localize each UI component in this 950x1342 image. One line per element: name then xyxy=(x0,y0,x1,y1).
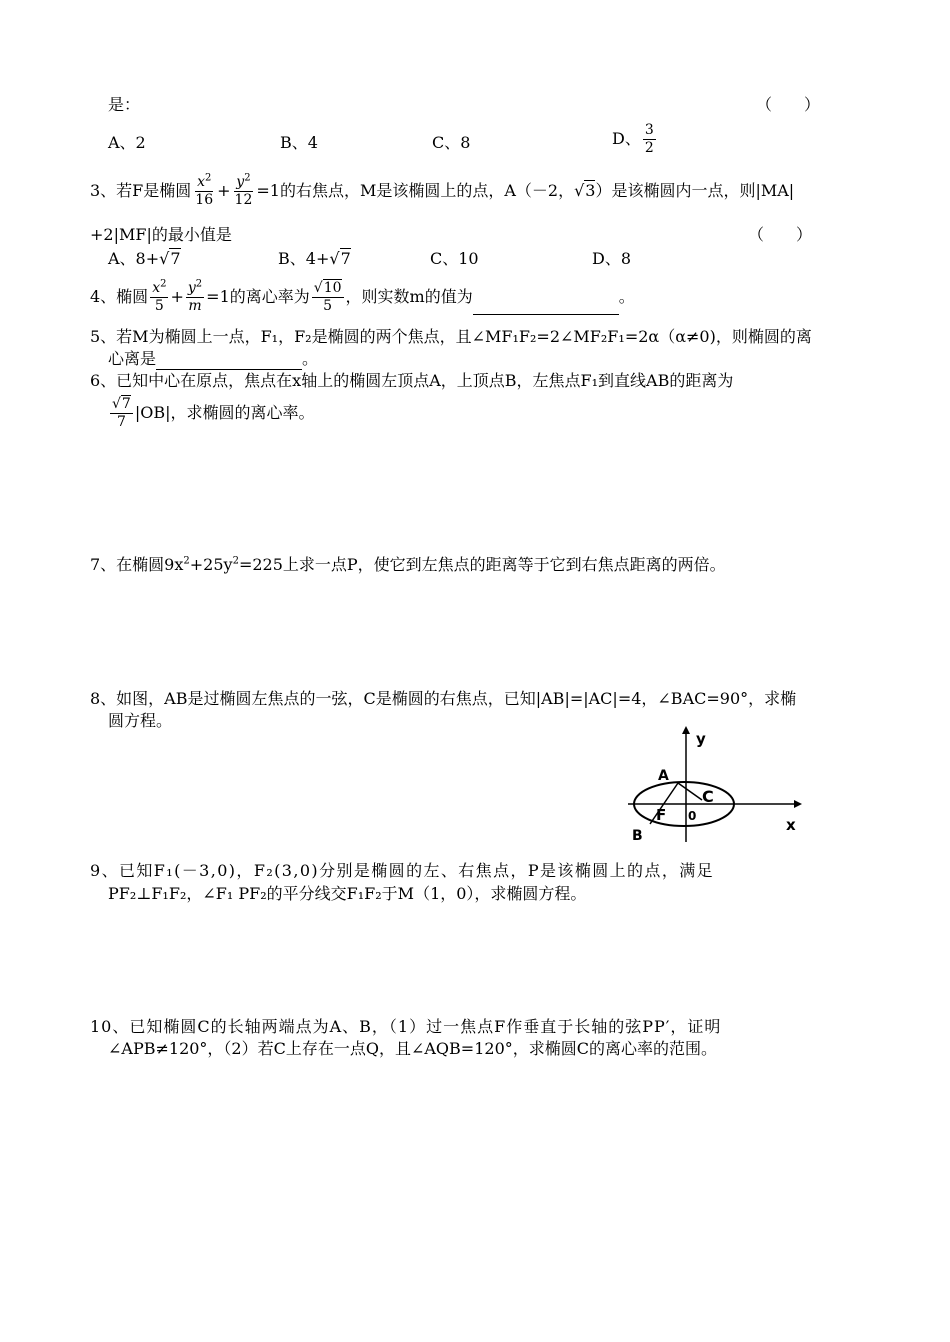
q3-option-c: C、10 xyxy=(430,249,479,268)
q2-tail: 是： xyxy=(108,95,141,114)
figure-label-o: 0 xyxy=(688,809,697,823)
q5-line1: 5、若M为椭圆上一点，F₁，F₂是椭圆的两个焦点，且∠MF₁F₂=2∠MF₂F₁=2α（α≠0)，则椭圆的离 xyxy=(90,327,812,346)
q3-answer-paren: （ ） xyxy=(748,225,813,244)
q3-option-b: B、4+√7 xyxy=(278,249,351,268)
q6-fraction-root7-7: $\frac{√7}{7}$ xyxy=(112,396,131,430)
q7-line: 7、在椭圆$9x^2+25y^2=225$上求一点P，使它到左焦点的距离等于它到右焦点距离的两倍。 xyxy=(90,555,726,574)
q10-line2: ∠APB≠120°，（2）若C上存在一点Q，且∠AQB=120°，求椭圆C的离心率的范围。 xyxy=(108,1039,717,1058)
q4-answer-blank[interactable] xyxy=(473,296,619,315)
q3-line2: +2|MF|的最小值是 xyxy=(90,225,232,244)
q2-answer-paren: （ ） xyxy=(756,95,821,114)
q3-line1: 3、若F是椭圆 $\frac{x^2}{16}$ + $\frac{y^2}{12}$ =1的右焦点，M是该椭圆上的点，A（－2，√3）是该椭圆内一点，则|MA| xyxy=(90,172,795,208)
q3-option-d: D、8 xyxy=(592,249,632,268)
figure-label-y: y xyxy=(696,730,706,748)
q8-ellipse-figure xyxy=(618,722,818,846)
figure-label-x: x xyxy=(786,816,796,834)
figure-label-f: F xyxy=(656,806,667,824)
q9-line1: 9、已知F₁(－3,0)，F₂(3,0)分别是椭圆的左、右焦点，P是该椭圆上的点，满足 xyxy=(90,861,715,880)
q6-line2: $\frac{√7}{7}$ |OB|，求椭圆的离心率。 xyxy=(112,396,315,430)
q2-option-d xyxy=(612,122,658,157)
q2-option-b: B、4 xyxy=(280,133,318,152)
figure-y-arrow xyxy=(682,726,690,734)
q10-line1: 10、已知椭圆C的长轴两端点为A、B，（1）过一焦点F作垂直于长轴的弦PP′，证明 xyxy=(90,1017,722,1036)
figure-segment-ac xyxy=(678,783,702,800)
figure-label-b: B xyxy=(632,828,643,844)
q2-option-c: C、8 xyxy=(432,133,471,152)
q3-fraction-y2-12: $\frac{y^2}{12}$ xyxy=(234,172,253,208)
q3-option-a: A、8+√7 xyxy=(108,249,181,268)
q8-line2: 圆方程。 xyxy=(108,711,173,730)
q4-fraction-y2-m: $\frac{y^2}{m}$ xyxy=(187,278,203,314)
q4-fraction-x2-5: $\frac{x^2}{5}$ xyxy=(152,278,167,314)
figure-label-c: C xyxy=(702,787,714,806)
q5-answer-blank[interactable] xyxy=(156,351,302,370)
q2-option-d-fraction: $\frac{3}{2}$ xyxy=(644,122,654,156)
figure-label-a: A xyxy=(658,768,669,784)
q2-option-d-label: D、 xyxy=(612,129,641,148)
q5-line2: 心离是 。 xyxy=(108,349,319,368)
q8-line1: 8、如图，AB是过椭圆左焦点的一弦，C是椭圆的右焦点，已知|AB|=|AC|=4，∠BAC=90°，求椭 xyxy=(90,689,797,708)
q4-fraction-root10-5: $\frac{√10}{5}$ xyxy=(313,280,342,314)
figure-x-arrow xyxy=(794,800,802,808)
q4-line: 4、椭圆 $\frac{x^2}{5}$ + $\frac{y^2}{m}$ =1的离心率为 $\frac{√10}{5}$ ，则实数m的值为 。 xyxy=(90,278,635,314)
q2-option-a: A、2 xyxy=(108,133,146,152)
q3-fraction-x2-16: $\frac{x^2}{16}$ xyxy=(195,172,214,208)
q6-line1: 6、已知中心在原点，焦点在x轴上的椭圆左顶点A，上顶点B，左焦点F₁到直线AB的距离为 xyxy=(90,371,734,390)
q9-line2: PF₂⊥F₁F₂，∠F₁ PF₂的平分线交F₁F₂于M（1，0），求椭圆方程。 xyxy=(108,884,587,903)
